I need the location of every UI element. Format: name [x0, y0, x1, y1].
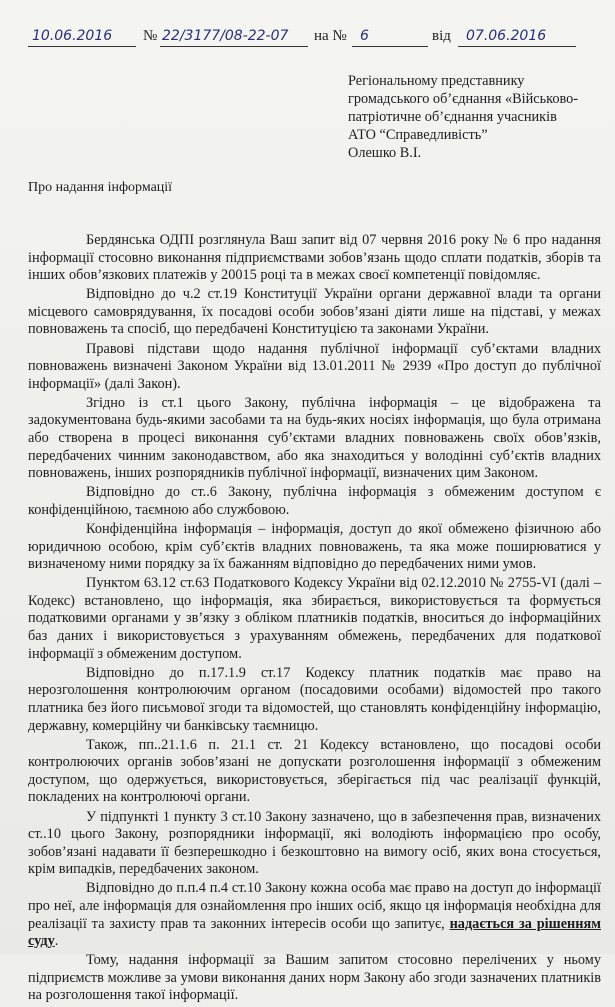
paragraph-text: Відповідно до п.п.4 п.4 ст.10 Закону кожна особа має право на доступ до інформації про неї, але інформація для ознайомлення про інших осіб, якщо ця інформація необхідна для реалізації та захисту прав та законних інтересів особи що запитує,	[28, 880, 601, 932]
outgoing-number: 22/3177/08-22-07	[162, 28, 289, 44]
recipient-line: Регіональному представнику	[348, 73, 525, 89]
reference-label: на №	[314, 28, 347, 44]
recipient-line: Олешко В.І.	[348, 145, 422, 161]
reference-date-underline	[458, 46, 576, 47]
body-paragraph: Відповідно до ч.2 ст.19 Конституції України органи державної влади та органи місцевого самоврядування, їх посадові особи зобов’язані діяти лише на підставі, у межах повноважень та спосіб, що передбачені Конституцією та законами України.	[28, 286, 601, 338]
body-paragraph: Бердянська ОДПІ розглянула Ваш запит від 07 червня 2016 року № 6 про надання інформації стосовно виконання підприємствами зобов’язань щодо сплати податків, зборів та інших обов’язкових платежів у 20015 році та в межах своєї компетенції повідомляє.	[28, 232, 601, 284]
body-paragraph: Правові підстави щодо надання публічної інформації суб’єктами владних повноважень визначені Законом України від 13.01.2011 № 2939 «Про доступ до публічної інформації» (далі Закон).	[28, 340, 601, 392]
number-sign: №	[143, 28, 158, 44]
reference-date-label: від	[432, 28, 451, 44]
letter-subject: Про надання інформації	[28, 180, 173, 195]
body-paragraph: Тому, надання інформації за Вашим запитом стосовно перелічених у ньому підприємств можливе за умови виконання даних норм Закону або згоди зазначених платників на розголошення такої інформації.	[28, 952, 601, 1004]
body-paragraph: Згідно із ст.1 цього Закону, публічна інформація – це відображена та задокументована будь-якими засобами та на будь-яких носіях інформація, що була отримана або створена в процесі виконання суб’єктами владних повноважень своїх обов’язків, передбачених чинним законодавством, або яка знаходиться у володінні суб’єктів владних повноважень, інших розпорядників публічної інформації, визначених цим Законом.	[28, 394, 601, 482]
recipient-block	[348, 72, 603, 162]
recipient-line: громадського об’єднання «Військово-	[348, 91, 579, 107]
reference-underline	[352, 46, 428, 47]
number-underline	[160, 46, 308, 47]
court-decision-phrase: надається за рішенням суду	[28, 915, 601, 950]
outgoing-date: 10.06.2016	[32, 28, 113, 44]
recipient-line: АТО “Справедливість”	[348, 127, 488, 143]
body-paragraph-with-emphasis: Відповідно до п.п.4 п.4 ст.10 Закону кожна особа має право на доступ до інформації про неї, але інформація для ознайомлення про інших осіб, якщо ця інформація необхідна для реалізації та захисту прав та законних інтересів особи що запитує, надається за рішенням суду.	[28, 880, 601, 950]
letter-body	[28, 232, 601, 1007]
body-paragraph: Відповідно до ст..6 Закону, публічна інформація з обмеженим доступом є конфіденційною, таємною або службовою.	[28, 484, 601, 518]
body-paragraph: У підпункті 1 пункту 3 ст.10 Закону зазначено, що в забезпечення прав, визначених ст..10 цього Закону, розпорядники інформації, які володіють інформацією про особу, зобов’язані надавати її безперешкодно і безкоштовно на вимогу осіб, яких вона стосується, крім випадків, передбачених законом.	[28, 808, 601, 878]
recipient-line: патріотичне об’єднання учасників	[348, 109, 557, 125]
body-paragraph: Також, пп..21.1.6 п. 21.1 ст. 21 Кодексу встановлено, що посадові особи контролюючих органів зобов’язані не допускати розголошення інформації з обмеженим доступом, що одержується, використовується, зберігається під час реалізації функцій, покладених на контролюючі органи.	[28, 736, 601, 806]
body-paragraph: Конфіденційна інформація – інформація, доступ до якої обмежено фізичною або юридичною особою, крім суб’єктів владних повноважень, та яка може поширюватися у визначеному ними порядку за їх бажанням відповідно до передбачених ними умов.	[28, 521, 601, 573]
reference-date: 07.06.2016	[466, 28, 547, 44]
body-paragraph: Відповідно до п.17.1.9 ст.17 Кодексу платник податків має право на нерозголошення контролюючим органом (посадовими особами) відомостей про такого платника без його письмової згоди та відомостей, що становлять конфіденційну інформацію, державну, комерційну чи банківську таємницю.	[28, 664, 601, 734]
body-paragraph: Пунктом 63.12 ст.63 Податкового Кодексу України від 02.12.2010 № 2755-VI (далі – Кодекс) встановлено, що інформація, яка збирається, використовується та формується податковими органами у зв’язку з обліком платників податків, вноситься до інформаційних баз даних і використовується з урахуванням обмежень, передбачених для податкової інформації з обмеженим доступом.	[28, 575, 601, 662]
date-underline	[28, 46, 136, 47]
reference-number: 6	[360, 28, 369, 44]
letter-header	[0, 22, 615, 50]
